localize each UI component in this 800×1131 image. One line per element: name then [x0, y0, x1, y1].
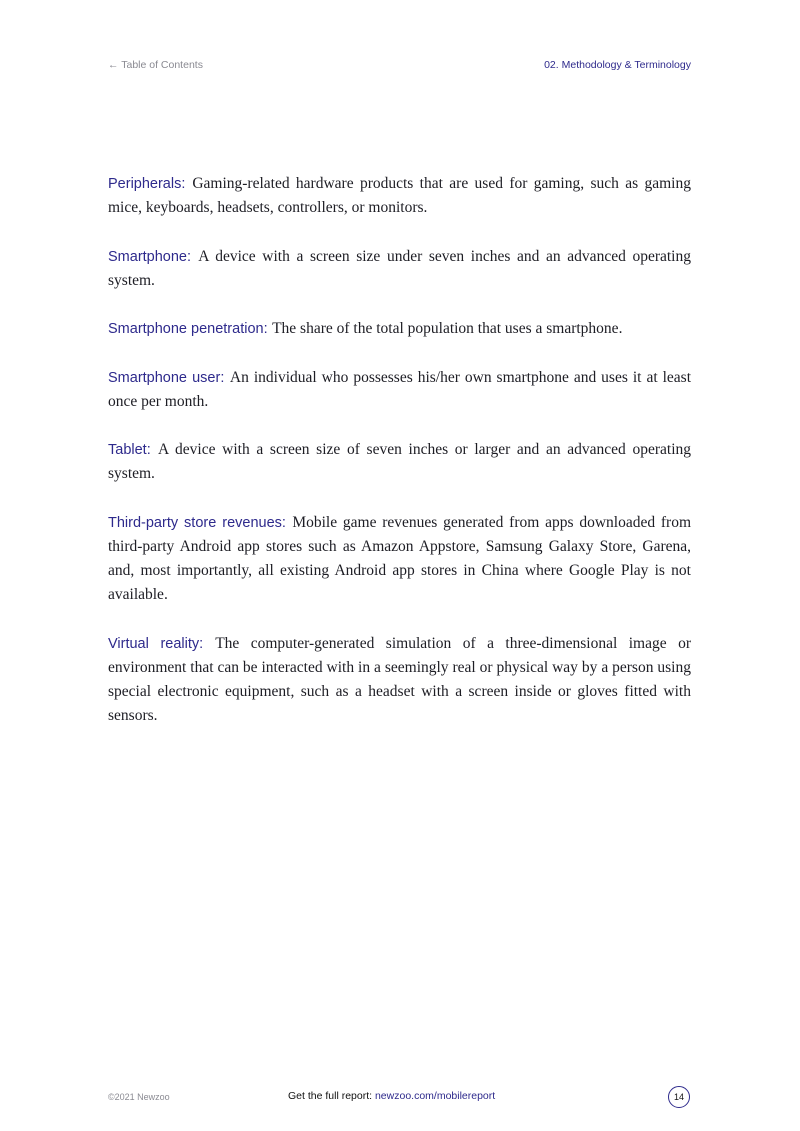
cta-label: Get the full report: — [288, 1090, 375, 1102]
term-definition: Mobile game revenues generated from apps downloaded from third-party Android app stores such as Amazon Appstore, Samsung Galaxy Store, Garena, and, most importantly, all existing Android app stores in China where Google Play is not available. — [108, 513, 692, 604]
copyright: ©2021 Newzoo — [108, 1092, 170, 1102]
term-definition: An individual who possesses his/her own smartphone and uses it at least once per month. — [108, 368, 692, 410]
glossary-entry-third-party-store-revenues — [108, 511, 691, 608]
page-number-badge — [668, 1086, 690, 1108]
page-number: 14 — [673, 1092, 684, 1102]
section-title: 02. Methodology & Terminology — [544, 59, 691, 71]
term-definition: A device with a screen size under seven inches and an advanced operating system. — [108, 247, 691, 289]
glossary-entry-smartphone-user — [108, 366, 691, 414]
glossary-entry-peripherals — [108, 172, 691, 220]
term-definition: Gaming-related hardware products that are used for gaming, such as gaming mice, keyboards, headsets, controllers, or monitors. — [108, 175, 691, 217]
term-definition: The share of the total population that uses a smartphone. — [272, 320, 623, 338]
term-label: Smartphone user: — [108, 369, 225, 386]
term-definition: The computer-generated simulation of a three-dimensional image or environment that can be interacted with in a seemingly real or physical way by a person using special electronic equipment, such as a headset with a screen inside or gloves fitted with sensors. — [108, 634, 691, 725]
report-link[interactable]: newzoo.com/mobilereport — [374, 1090, 496, 1102]
table-of-contents-link[interactable]: ← Table of Contents — [108, 59, 203, 71]
term-label: Virtual reality: — [108, 635, 204, 652]
glossary-entry-tablet — [108, 438, 691, 486]
term-label: Peripherals: — [108, 176, 186, 192]
glossary-entry-smartphone — [108, 245, 691, 293]
term-definition: A device with a screen size of seven inches or larger and an advanced operating system. — [108, 441, 691, 483]
full-report-cta — [288, 1090, 495, 1102]
term-label: Smartphone: — [108, 248, 192, 265]
glossary-list — [108, 172, 691, 753]
term-label: Smartphone penetration: — [108, 321, 268, 338]
glossary-entry-smartphone-penetration — [108, 317, 691, 341]
term-label: Third-party store revenues: — [108, 514, 286, 531]
term-label: Tablet: — [108, 442, 151, 459]
glossary-entry-virtual-reality — [108, 632, 691, 729]
